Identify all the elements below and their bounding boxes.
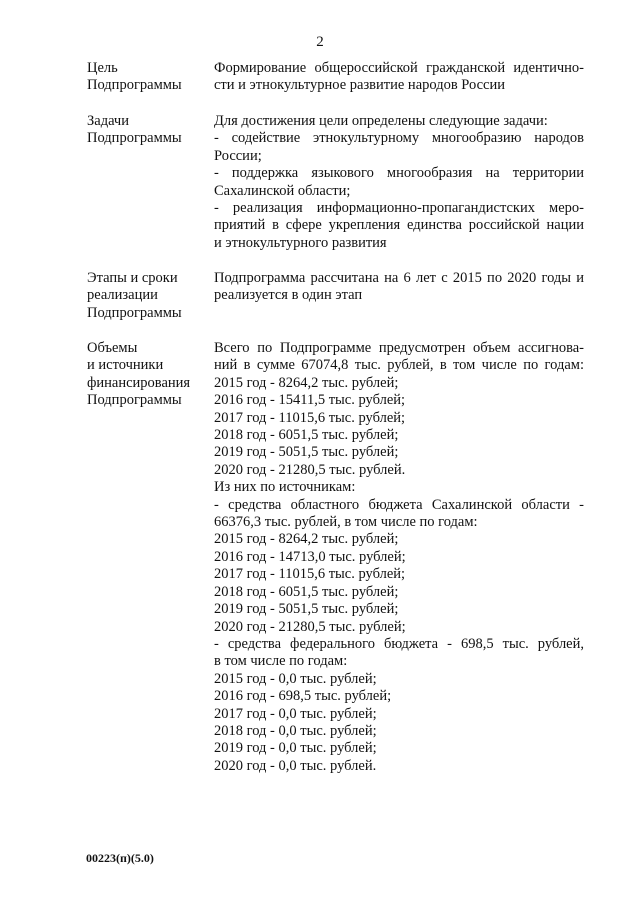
- text-line: - содействие этнокультурному многообразию народов: [214, 130, 584, 147]
- tasks-label: [87, 113, 207, 148]
- text-line: - реализация информационно-пропагандистских меро-: [214, 200, 584, 217]
- text-line: 2020 год - 0,0 тыс. рублей.: [214, 757, 377, 774]
- text-line: 2019 год - 0,0 тыс. рублей;: [214, 740, 377, 757]
- text-line: 2019 год - 5051,5 тыс. рублей;: [214, 601, 399, 618]
- text-line: сти и этнокультурное развитие народов России: [214, 77, 506, 94]
- label-line: Подпрограммы: [87, 392, 182, 409]
- text-line: 66376,3 тыс. рублей, в том числе по годам:: [214, 514, 478, 531]
- text-line: 2016 год - 14713,0 тыс. рублей;: [214, 548, 406, 565]
- text-line: 2015 год - 8264,2 тыс. рублей;: [214, 531, 399, 548]
- text-line: приятий в сфере укрепления единства российской нации: [214, 217, 584, 234]
- label-line: Подпрограммы: [87, 130, 182, 147]
- label-line: Этапы и сроки: [87, 270, 178, 286]
- label-line: Цель: [87, 60, 118, 76]
- tasks-text: [214, 113, 584, 252]
- text-line: реализуется в один этап: [214, 287, 363, 304]
- stages-text: [214, 270, 584, 305]
- text-line: 2018 год - 6051,5 тыс. рублей;: [214, 427, 399, 444]
- text-line: 2017 год - 11015,6 тыс. рублей;: [214, 566, 406, 583]
- document-code: 00223(п)(5.0): [86, 851, 154, 865]
- text-line: - средства федерального бюджета - 698,5 тыс. рублей,: [214, 635, 584, 652]
- text-line: Подпрограмма рассчитана на 6 лет с 2015 по 2020 годы и: [214, 270, 584, 286]
- funding-label: [87, 340, 207, 410]
- text-line: Всего по Подпрограмме предусмотрен объем ассигнова-: [214, 340, 584, 356]
- label-line: финансирования: [87, 374, 191, 391]
- text-line: 2017 год - 11015,6 тыс. рублей;: [214, 409, 406, 426]
- text-line: 2015 год - 8264,2 тыс. рублей;: [214, 374, 399, 391]
- text-line: 2015 год - 0,0 тыс. рублей;: [214, 670, 377, 687]
- text-line: 2019 год - 5051,5 тыс. рублей;: [214, 444, 399, 461]
- label-line: Задачи: [87, 113, 129, 129]
- text-line: и этнокультурного развития: [214, 234, 387, 251]
- text-line: Сахалинской области;: [214, 182, 351, 199]
- text-line: - поддержка языкового многообразия на территории: [214, 165, 584, 182]
- label-line: реализации: [87, 287, 158, 304]
- stages-label: [87, 270, 207, 322]
- text-line: Формирование общероссийской гражданской идентично-: [214, 60, 584, 76]
- text-line: Для достижения цели определены следующие задачи:: [214, 113, 548, 129]
- label-line: Объемы: [87, 340, 138, 356]
- text-line: 2016 год - 15411,5 тыс. рублей;: [214, 392, 406, 409]
- funding-text: [214, 340, 584, 775]
- goal-label: [87, 60, 207, 95]
- text-line: 2020 год - 21280,5 тыс. рублей;: [214, 618, 406, 635]
- goal-text: [214, 60, 584, 95]
- text-line: 2017 год - 0,0 тыс. рублей;: [214, 705, 377, 722]
- text-line: в том числе по годам:: [214, 653, 348, 670]
- text-line: 2018 год - 6051,5 тыс. рублей;: [214, 583, 399, 600]
- text-line: - средства областного бюджета Сахалинской области -: [214, 496, 584, 513]
- label-line: Подпрограммы: [87, 77, 182, 94]
- text-line: 2016 год - 698,5 тыс. рублей;: [214, 688, 392, 705]
- text-line: 2020 год - 21280,5 тыс. рублей.: [214, 461, 406, 478]
- label-line: и источники: [87, 357, 164, 374]
- text-line: Из них по источникам:: [214, 479, 356, 496]
- text-line: ний в сумме 67074,8 тыс. рублей, в том числе по годам:: [214, 357, 584, 374]
- text-line: 2018 год - 0,0 тыс. рублей;: [214, 722, 377, 739]
- label-line: Подпрограммы: [87, 304, 182, 321]
- text-line: России;: [214, 147, 262, 164]
- page-number: 2: [316, 34, 324, 50]
